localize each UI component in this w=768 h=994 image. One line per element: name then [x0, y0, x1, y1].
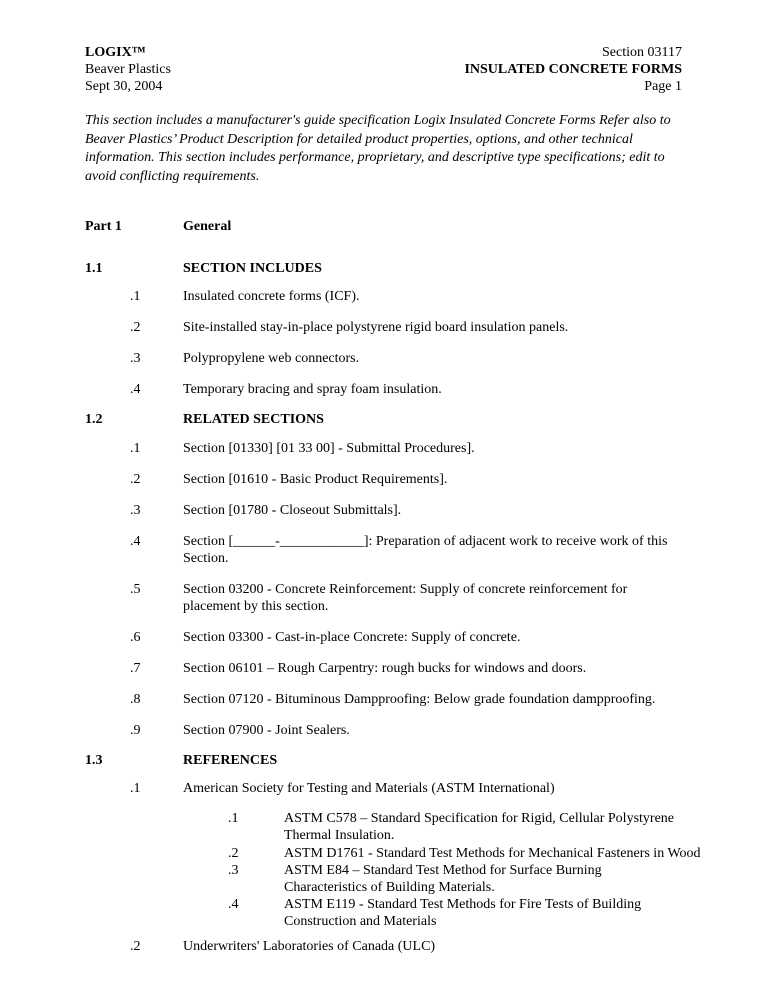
list-item-number: .7	[130, 661, 141, 676]
part-number: Part 1	[85, 219, 122, 234]
section-title: RELATED SECTIONS	[183, 412, 324, 427]
header-page-number: Page 1	[644, 79, 682, 94]
list-item-number: .1	[130, 289, 141, 304]
intro-paragraph: This section includes a manufacturer's guide specification Logix Insulated Concrete Forms Refer also to Beaver Plastics’ Product Description for detailed product properties, options, and other technical information. This section includes performance, proprietary, and descriptive type specifications; edit to avoid conflicting requirements.	[85, 113, 671, 184]
part-title: General	[183, 219, 232, 234]
section-number: 1.1	[85, 261, 103, 276]
list-item-number: .2	[130, 472, 141, 487]
sub-item-text: ASTM E119 - Standard Test Methods for Fire Tests of Building Construction and Materials	[284, 897, 642, 929]
list-item-text: Section [01610 - Basic Product Requirements].	[183, 472, 448, 487]
section-title: REFERENCES	[183, 753, 278, 768]
list-item-number: .8	[130, 692, 141, 707]
sub-item-number: .3	[228, 863, 239, 878]
list-item-text: Section 03200 - Concrete Reinforcement: Supply of concrete reinforcement for placement by this section.	[183, 582, 628, 614]
list-item-text: Section 03300 - Cast-in-place Concrete: Supply of concrete.	[183, 630, 521, 645]
list-item-text: Temporary bracing and spray foam insulation.	[183, 382, 442, 397]
list-item-number: .1	[130, 781, 141, 796]
list-item-text: Section [01330] [01 33 00] - Submittal Procedures].	[183, 441, 475, 456]
section-number: 1.3	[85, 753, 103, 768]
header-section-title: INSULATED CONCRETE FORMS	[464, 62, 682, 77]
list-item-text: American Society for Testing and Materials (ASTM International)	[183, 781, 555, 796]
list-item-text: Site-installed stay-in-place polystyrene rigid board insulation panels.	[183, 320, 569, 335]
list-item-text: Polypropylene web connectors.	[183, 351, 360, 366]
list-item-text: Section [______-____________]: Preparation of adjacent work to receive work of this Section.	[183, 534, 668, 566]
sub-item-text: ASTM E84 – Standard Test Method for Surface Burning Characteristics of Building Materials.	[284, 863, 602, 895]
list-item-text: Section 07120 - Bituminous Dampproofing: Below grade foundation dampproofing.	[183, 692, 656, 707]
sub-item-text: ASTM C578 – Standard Specification for Rigid, Cellular Polystyrene Thermal Insulation.	[284, 811, 675, 843]
list-item-text: Underwriters' Laboratories of Canada (ULC)	[183, 939, 436, 954]
header-brand: LOGIX™	[85, 45, 146, 60]
section-title: SECTION INCLUDES	[183, 261, 322, 276]
list-item-number: .2	[130, 939, 141, 954]
list-item-number: .1	[130, 441, 141, 456]
sub-item-text: ASTM D1761 - Standard Test Methods for Mechanical Fasteners in Wood	[284, 846, 701, 861]
header-section-number: Section 03117	[602, 45, 682, 60]
list-item-text: Insulated concrete forms (ICF).	[183, 289, 360, 304]
sub-item-number: .2	[228, 846, 239, 861]
list-item-text: Section [01780 - Closeout Submittals].	[183, 503, 402, 518]
list-item-number: .4	[130, 382, 141, 397]
list-item-number: .5	[130, 582, 141, 597]
header-company: Beaver Plastics	[85, 62, 171, 77]
list-item-number: .9	[130, 723, 141, 738]
list-item-number: .6	[130, 630, 141, 645]
sub-item-number: .1	[228, 811, 239, 826]
list-item-number: .3	[130, 503, 141, 518]
list-item-number: .4	[130, 534, 141, 549]
list-item-number: .2	[130, 320, 141, 335]
list-item-number: .3	[130, 351, 141, 366]
list-item-text: Section 06101 – Rough Carpentry: rough bucks for windows and doors.	[183, 661, 587, 676]
section-number: 1.2	[85, 412, 103, 427]
sub-item-number: .4	[228, 897, 239, 912]
header-date: Sept 30, 2004	[85, 79, 163, 94]
list-item-text: Section 07900 - Joint Sealers.	[183, 723, 350, 738]
